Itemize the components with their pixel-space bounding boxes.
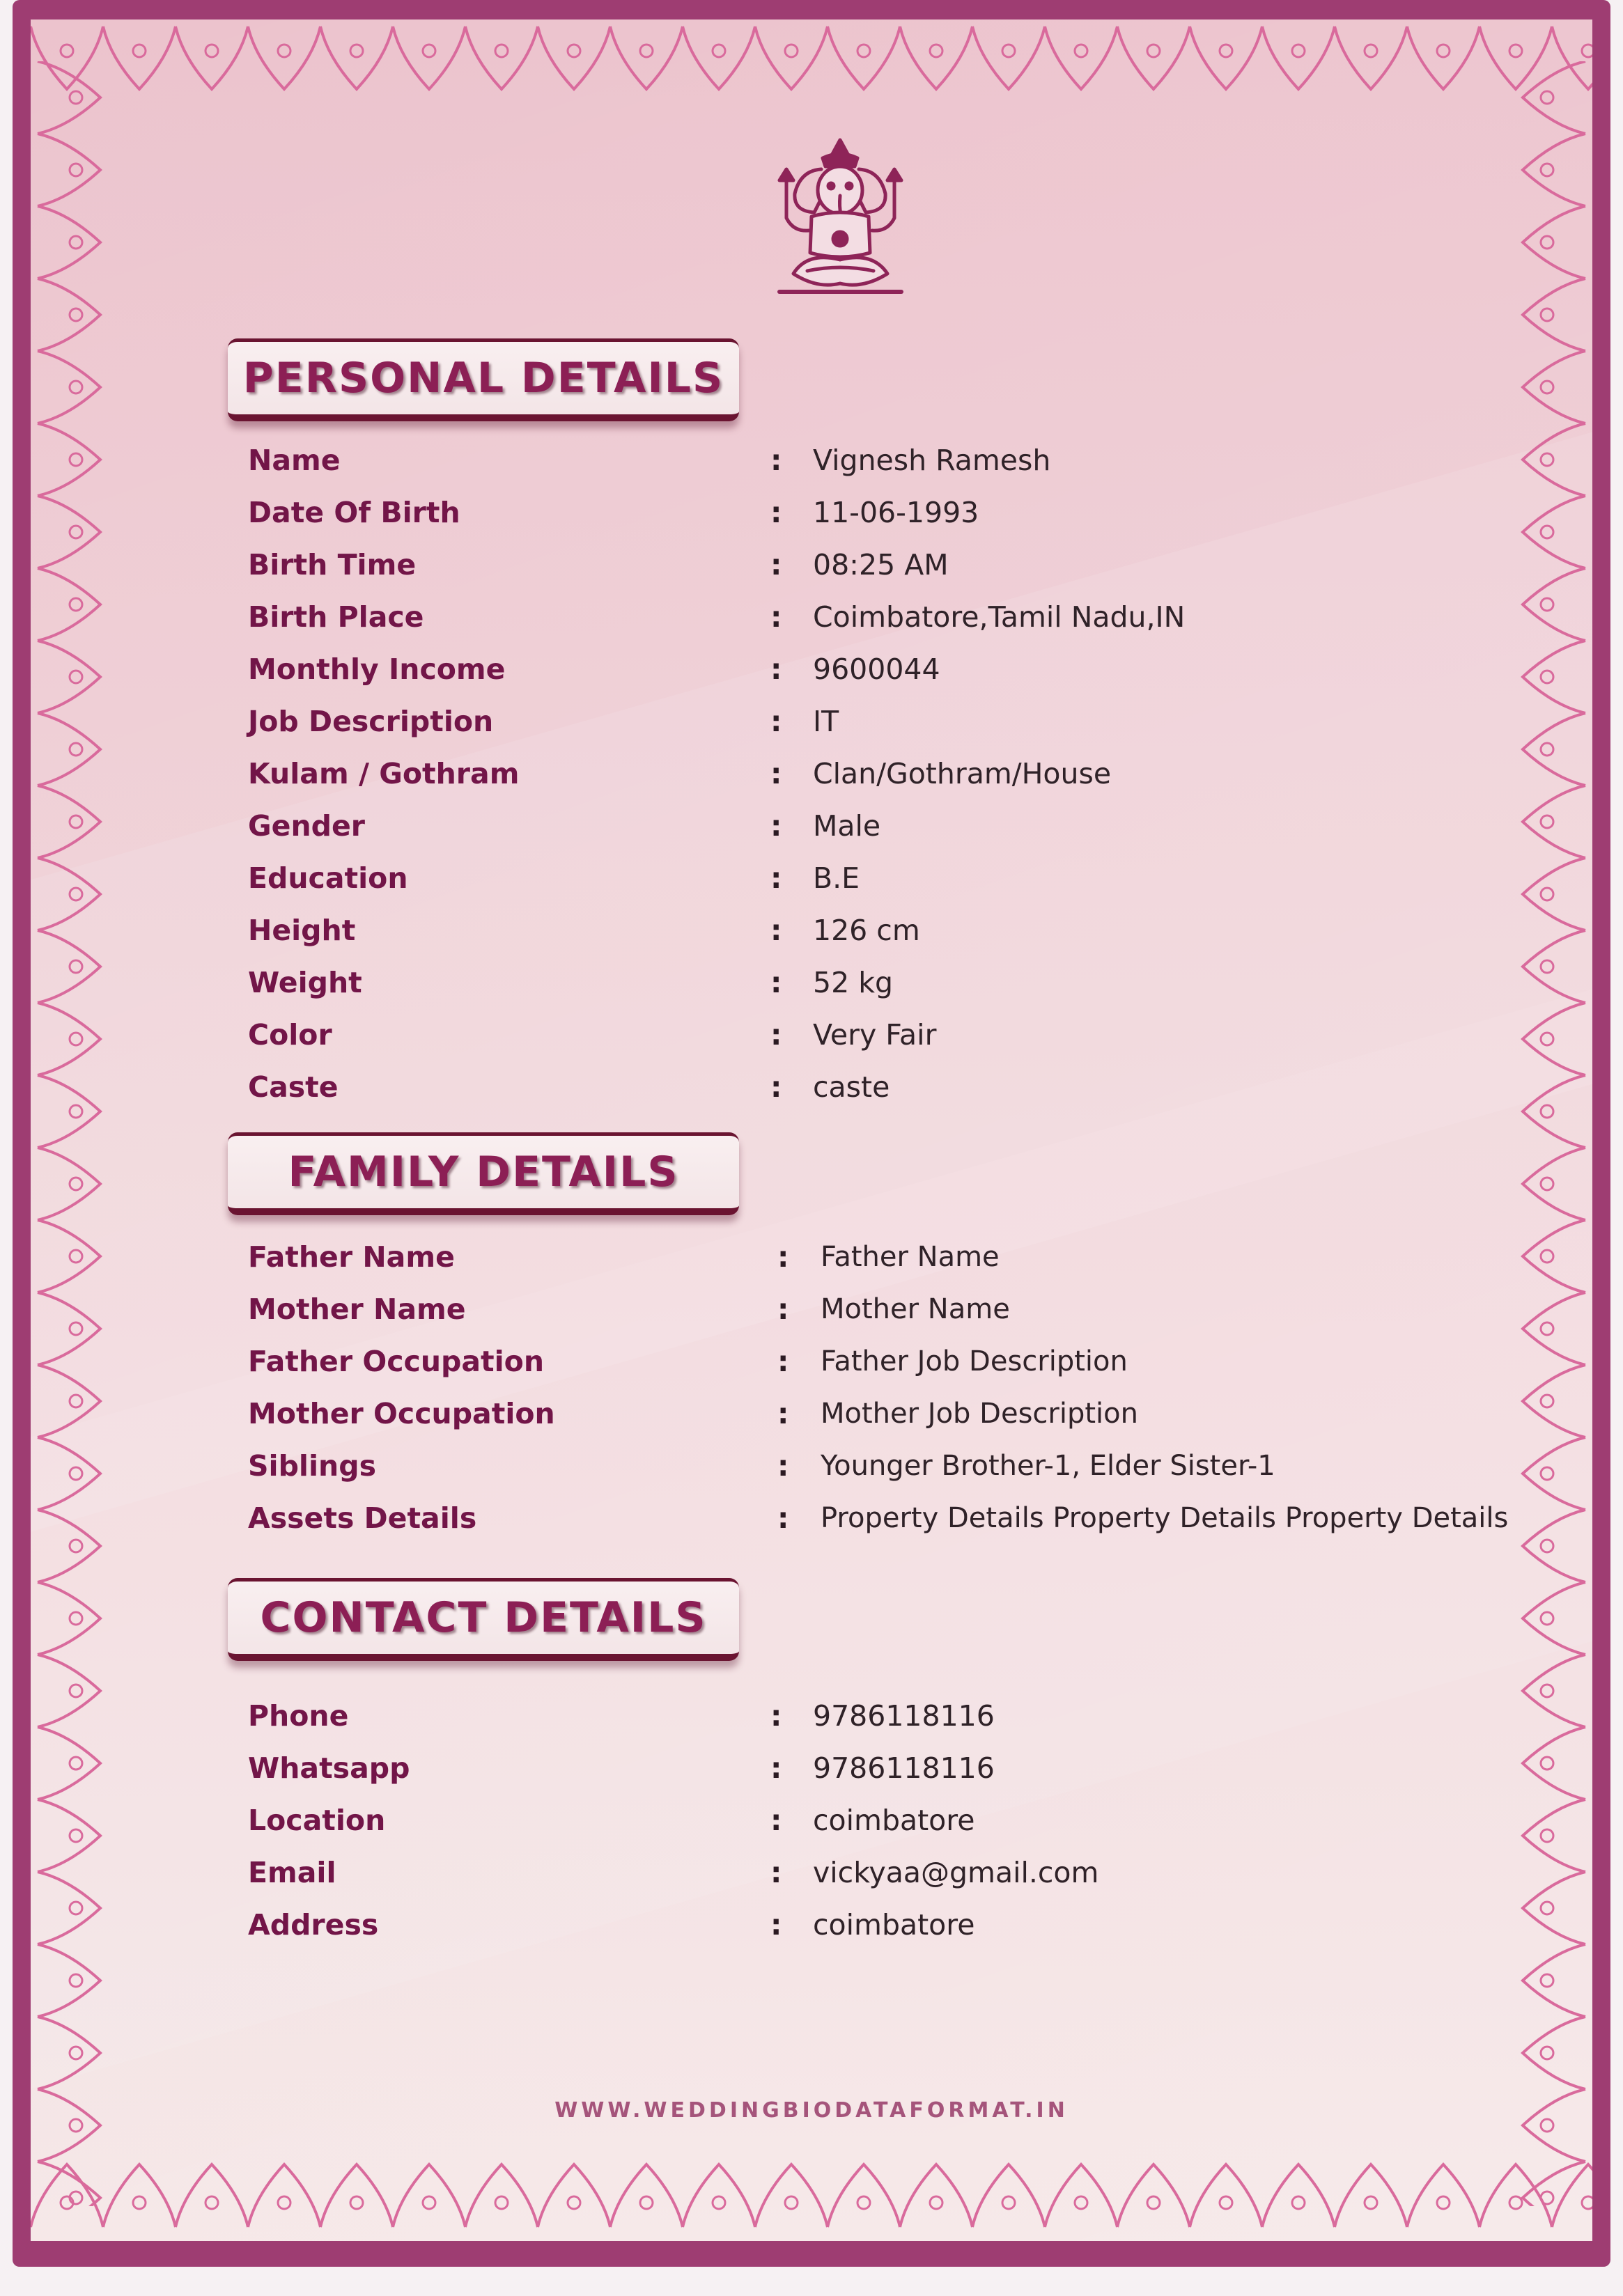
detail-row xyxy=(31,957,1592,1009)
field-value: coimbatore xyxy=(813,1804,975,1837)
field-value: 11-06-1993 xyxy=(813,496,979,529)
field-label: Weight xyxy=(248,966,362,999)
detail-row xyxy=(31,643,1592,696)
field-label: Mother Occupation xyxy=(248,1397,555,1430)
detail-row xyxy=(31,1388,1592,1440)
field-separator: : xyxy=(770,1856,782,1889)
detail-row xyxy=(31,696,1592,748)
field-separator: : xyxy=(770,653,782,686)
bottom-ornamental-border xyxy=(31,2150,1592,2241)
field-label: Birth Place xyxy=(248,600,424,634)
footer-website-url: WWW.WEDDINGBIODATAFORMAT.IN xyxy=(554,2098,1069,2123)
field-separator: : xyxy=(770,914,782,947)
field-separator: : xyxy=(770,1070,782,1104)
field-separator: : xyxy=(777,1501,789,1535)
field-value: coimbatore xyxy=(813,1908,975,1942)
family-details-banner xyxy=(228,1132,739,1215)
detail-row xyxy=(31,1009,1592,1061)
field-value: 52 kg xyxy=(813,966,893,999)
field-separator: : xyxy=(770,809,782,843)
field-value: Mother Job Description xyxy=(821,1398,1138,1430)
field-value: 08:25 AM xyxy=(813,548,949,581)
field-label: Job Description xyxy=(248,705,494,738)
field-separator: : xyxy=(777,1293,789,1326)
field-separator: : xyxy=(777,1240,789,1274)
detail-row xyxy=(31,905,1592,957)
ganesha-icon xyxy=(766,134,915,302)
section-title: PERSONAL DETAILS xyxy=(242,354,724,403)
field-label: Phone xyxy=(248,1699,349,1733)
detail-row xyxy=(31,435,1592,487)
detail-row xyxy=(31,1847,1592,1899)
field-separator: : xyxy=(770,1018,782,1052)
field-label: Monthly Income xyxy=(248,653,506,686)
field-label: Father Name xyxy=(248,1240,455,1274)
detail-row xyxy=(31,1492,1592,1545)
detail-row xyxy=(31,1899,1592,1951)
field-value: Father Job Description xyxy=(821,1345,1128,1377)
field-label: Gender xyxy=(248,809,366,843)
field-value: 126 cm xyxy=(813,914,920,947)
field-value: Younger Brother-1, Elder Sister-1 xyxy=(821,1450,1275,1482)
field-value: Father Name xyxy=(821,1241,1000,1273)
detail-row xyxy=(31,748,1592,800)
detail-row xyxy=(31,1231,1592,1283)
field-separator: : xyxy=(770,496,782,529)
detail-row xyxy=(31,487,1592,539)
field-value: Coimbatore,Tamil Nadu,IN xyxy=(813,600,1186,634)
field-separator: : xyxy=(770,600,782,634)
detail-row xyxy=(31,1061,1592,1114)
field-separator: : xyxy=(777,1397,789,1430)
field-separator: : xyxy=(777,1449,789,1483)
field-label: Address xyxy=(248,1908,379,1942)
detail-row xyxy=(31,1690,1592,1742)
field-separator: : xyxy=(770,1751,782,1785)
field-value: IT xyxy=(813,705,839,738)
field-value: Male xyxy=(813,809,881,843)
field-separator: : xyxy=(770,1908,782,1942)
detail-row xyxy=(31,1795,1592,1847)
detail-row xyxy=(31,800,1592,852)
field-value: B.E xyxy=(813,861,860,895)
field-separator: : xyxy=(770,548,782,581)
contact-details-banner xyxy=(228,1578,739,1661)
detail-row xyxy=(31,1336,1592,1388)
field-label: Father Occupation xyxy=(248,1345,545,1378)
field-separator: : xyxy=(770,966,782,999)
field-value: caste xyxy=(813,1070,890,1104)
field-label: Color xyxy=(248,1018,332,1052)
field-label: Caste xyxy=(248,1070,339,1104)
field-label: Education xyxy=(248,861,408,895)
field-label: Email xyxy=(248,1856,336,1889)
field-label: Mother Name xyxy=(248,1293,466,1326)
field-value: Clan/Gothram/House xyxy=(813,757,1112,790)
field-label: Date Of Birth xyxy=(248,496,460,529)
detail-row xyxy=(31,852,1592,905)
field-separator: : xyxy=(770,757,782,790)
field-separator: : xyxy=(770,705,782,738)
field-value: 9786118116 xyxy=(813,1699,995,1733)
field-label: Birth Time xyxy=(248,548,417,581)
field-label: Location xyxy=(248,1804,386,1837)
field-separator: : xyxy=(770,861,782,895)
detail-row xyxy=(31,1440,1592,1492)
field-label: Kulam / Gothram xyxy=(248,757,520,790)
personal-details-banner xyxy=(228,338,739,421)
detail-row xyxy=(31,1283,1592,1336)
field-value: Very Fair xyxy=(813,1018,937,1052)
detail-row xyxy=(31,591,1592,643)
field-value: 9600044 xyxy=(813,653,940,686)
field-value: Property Details Property Details Property Details xyxy=(821,1502,1509,1534)
field-label: Whatsapp xyxy=(248,1751,410,1785)
field-value: 9786118116 xyxy=(813,1751,995,1785)
detail-row xyxy=(31,1742,1592,1795)
field-label: Assets Details xyxy=(248,1501,477,1535)
field-separator: : xyxy=(770,1699,782,1733)
section-title: FAMILY DETAILS xyxy=(288,1148,679,1196)
biodata-sheet xyxy=(31,19,1592,2241)
section-title: CONTACT DETAILS xyxy=(260,1593,707,1642)
field-label: Siblings xyxy=(248,1449,376,1483)
detail-row xyxy=(31,539,1592,591)
field-separator: : xyxy=(770,1804,782,1837)
field-label: Name xyxy=(248,444,341,477)
field-label: Height xyxy=(248,914,356,947)
top-ornamental-border xyxy=(31,19,1592,103)
field-separator: : xyxy=(770,444,782,477)
field-separator: : xyxy=(777,1345,789,1378)
field-value: Vignesh Ramesh xyxy=(813,444,1051,477)
field-value: vickyaa@gmail.com xyxy=(813,1856,1099,1889)
field-value: Mother Name xyxy=(821,1293,1010,1325)
